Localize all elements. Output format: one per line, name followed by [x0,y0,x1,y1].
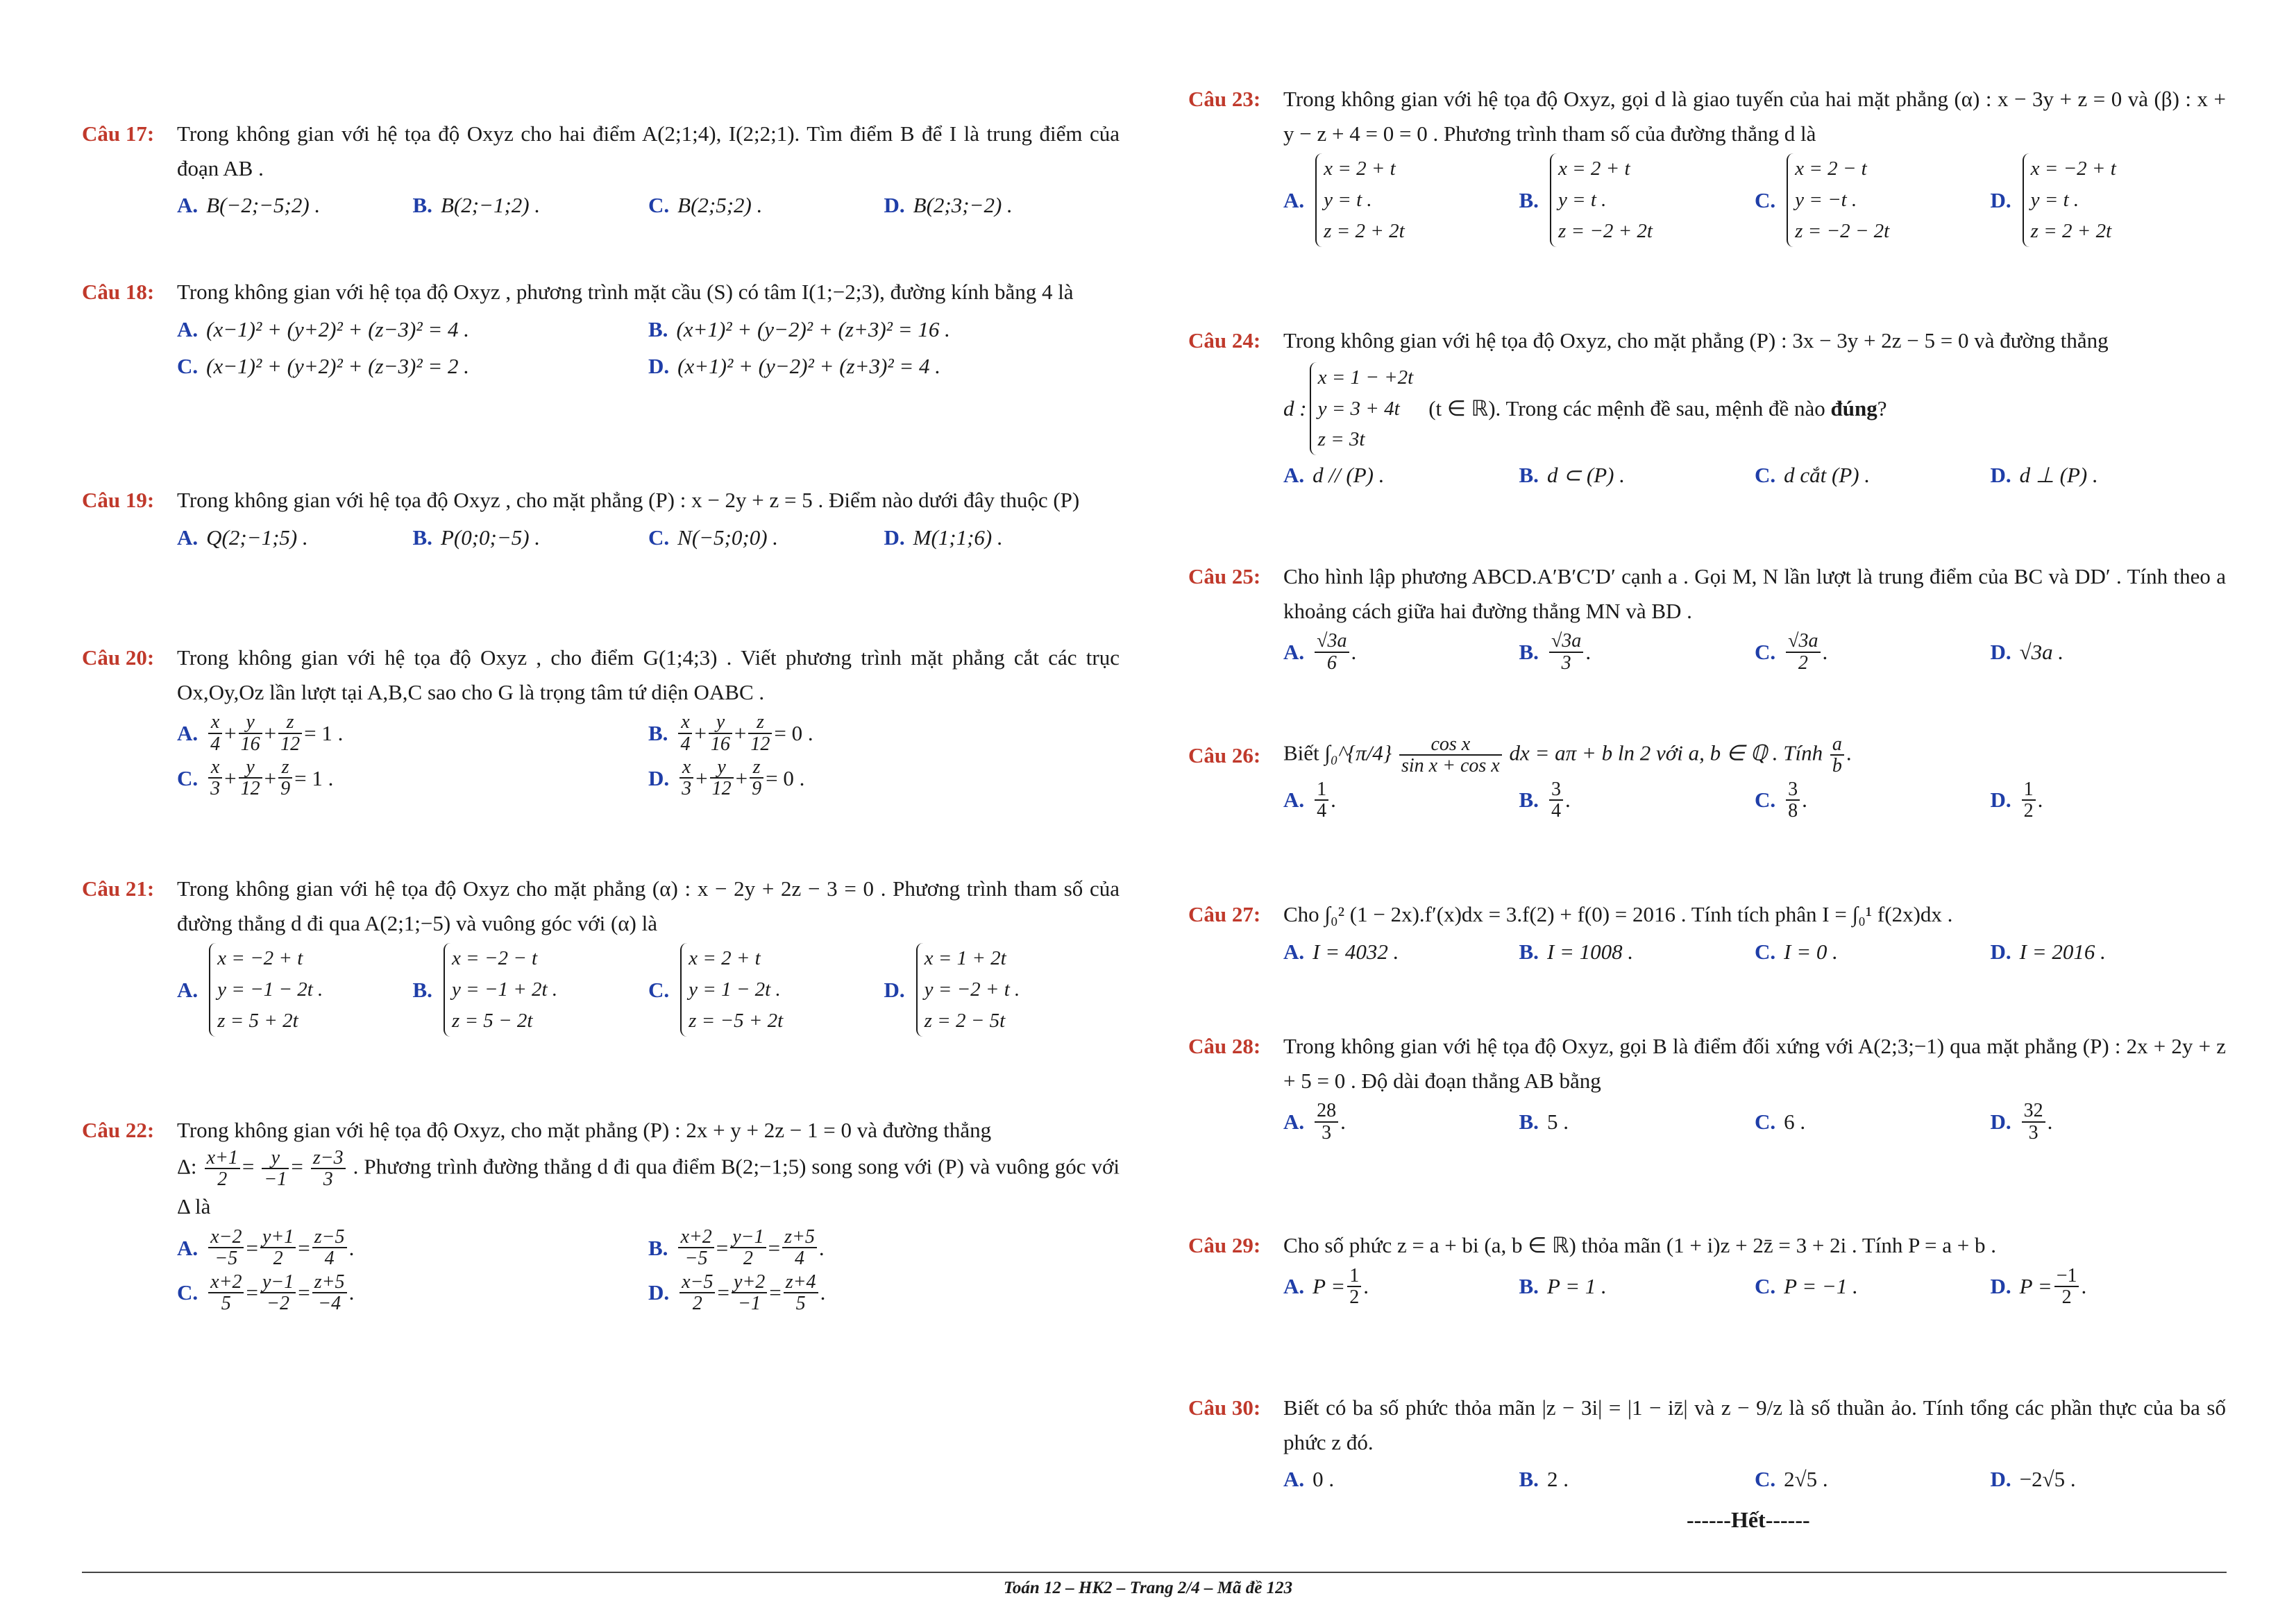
option-b[interactable]: B. $\frac{√3a}{3}$ . [1519,630,1592,674]
question-text: Trong không gian với hệ tọa độ Oxyz cho mặt phẳng (α) : x − 2y + 2z − 3 = 0 . Phương trình tham số của đường thẳng d đi qua A(2;1;−5) và vuông góc với (α) là [177,876,1120,935]
option-b[interactable]: B. x = −2 − t y = −1 + 2t . z = 5 − 2t [413,943,649,1037]
question-29 [1188,1228,2226,1307]
question-label: Câu 20: [82,645,155,670]
option-c[interactable]: C. $\frac{3}{8}$ . [1755,778,1807,822]
option-c[interactable]: C. x = 2 − t y = −t . z = −2 − 2t [1755,153,1991,247]
option-a[interactable]: A. B(−2;−5;2) . [177,193,321,218]
question-27 [1188,897,2226,969]
question-25 [1188,559,2226,673]
question-label: Câu 29: [1188,1233,1261,1257]
question-text: Trong không gian với hệ tọa độ Oxyz, gọi B là điểm đối xứng với A(2;3;−1) qua mặt phẳng (P) : 2x + 2y + z + 5 = 0 . Độ dài đoạn thẳng AB bằng [1283,1034,2226,1093]
question-text: Cho ∫₀² (1 − 2x).f′(x)dx = 3.f(2) + f(0) = 2016 . Tính tích phân I = ∫₀¹ f(2x)dx . [1283,902,1953,926]
option-d[interactable]: D. (x+1)² + (y−2)² + (z+3)² = 4 . [648,354,941,379]
option-a[interactable]: A. d // (P) . [1283,463,1385,488]
question-label: Câu 18: [82,280,155,304]
option-a[interactable]: A. x = 2 + t y = t . z = 2 + 2t [1283,153,1519,247]
question-text: Trong không gian với hệ tọa độ Oxyz , cho điểm G(1;4;3) . Viết phương trình mặt phẳng cắt các trục Ox,Oy,Oz lần lượt tại A,B,C sao cho G là trọng tâm tứ diện OABC . [177,645,1120,704]
option-d[interactable]: D. M(1;1;6) . [884,525,1003,550]
question-30 [1188,1391,2226,1497]
option-a[interactable]: A. P = $\frac{1}{2}$ . [1283,1264,1369,1308]
question-20 [82,640,1120,799]
option-b[interactable]: B. (x+1)² + (y−2)² + (z+3)² = 16 . [648,316,950,341]
question-label: Câu 27: [1188,902,1261,926]
option-d[interactable]: D. $\frac{32}{3}$ . [1990,1100,2053,1144]
option-c[interactable]: C. B(2;5;2) . [648,193,763,218]
question-17 [82,117,1120,223]
option-b[interactable]: B. x = 2 + t y = t . z = −2 + 2t [1519,153,1755,247]
question-text: Biết ∫₀^{π/4} $\frac{\text{cos x}}{\text{sin x + cos x}}$ dx = aπ + b ln 2 với a, b ∈ ℚ . Tính $\frac{a}{b}$ . [1283,733,1852,777]
option-a[interactable]: A. I = 4032 . [1283,939,1399,964]
option-a[interactable]: A. Q(2;−1;5) . [177,525,308,550]
question-text: Trong không gian với hệ tọa độ Oxyz, gọi d là giao tuyến của hai mặt phẳng (α) : x − 3y + z = 0 và (β) : x + y − z + 4 = 0 = 0 . Phương trình tham số của đường thẳng d là [1283,87,2226,146]
option-a[interactable]: A. $\frac{x-2}{-5}$ = $\frac{y+1}{2}$ = $\frac{z-5}{4}$ . [177,1225,355,1270]
option-b[interactable]: B. 5 . [1519,1109,1569,1134]
question-24: Câu 24: Trong không gian với hệ tọa độ Oxyz, cho mặt phẳng (P) : 3x − 3y + 2z − 5 = 0 và đường thẳng d : x = 1 − +2t y = 3 + 4t z = 3t (t ∈ ℝ) . Trong các mệnh đề sau, mệnh đề nào đúng ? A. d // (P) . B. d ⊂ (P) . C. d cắt (P) . D. d ⊥ (P) . [1188,323,2226,493]
question-label: Câu 23: [1188,87,1261,111]
question-22 [82,1113,1120,1314]
question-28 [1188,1029,2226,1143]
option-d[interactable]: D. $\frac{x}{3}$ + $\frac{y}{12}$ + $\frac{z}{9}$ = 0 . [648,756,805,800]
option-c[interactable]: C. 2√5 . [1755,1467,1828,1492]
option-b[interactable]: B. d ⊂ (P) . [1519,463,1625,488]
option-c[interactable]: C. x = 2 + t y = 1 − 2t . z = −5 + 2t [648,943,884,1037]
question-label: Câu 25: [1188,564,1261,588]
option-c[interactable]: C. I = 0 . [1755,939,1838,964]
option-d[interactable]: D. P = $\frac{-1}{2}$ . [1990,1264,2087,1308]
question-text: Cho hình lập phương ABCD.A′B′C′D′ cạnh a . Gọi M, N lần lượt là trung điểm của BC và DD′ . Tính theo a khoảng cách giữa hai đường thẳng MN và BD . [1283,564,2226,623]
option-a[interactable]: A. $\frac{28}{3}$ . [1283,1100,1346,1144]
question-text: Cho số phức z = a + bi (a, b ∈ ℝ) thỏa mãn (1 + i)z + 2z̄ = 3 + 2i . Tính P = a + b . [1283,1233,1996,1257]
page-footer: Toán 12 – HK2 – Trang 2/4 – Mã đề 123 [1003,1579,1293,1597]
option-c[interactable]: C. $\frac{x+2}{5}$ = $\frac{y-1}{-2}$ = $\frac{z+5}{-4}$ . [177,1271,355,1315]
option-b[interactable]: B. $\frac{x+2}{-5}$ = $\frac{y-1}{2}$ = $\frac{z+5}{4}$ . [648,1225,825,1270]
question-label: Câu 26: [1188,742,1261,767]
option-d[interactable]: D. B(2;3;−2) . [884,193,1013,218]
question-label: Câu 24: [1188,328,1261,352]
option-b[interactable]: B. $\frac{x}{4}$ + $\frac{y}{16}$ + $\frac{z}{12}$ = 0 . [648,711,813,755]
footer-divider [82,1572,2227,1573]
option-b[interactable]: B. $\frac{3}{4}$ . [1519,778,1571,822]
option-b[interactable]: B. P(0;0;−5) . [412,525,541,550]
option-c[interactable]: C. (x−1)² + (y+2)² + (z−3)² = 2 . [177,354,470,379]
option-c[interactable]: C. P = −1 . [1755,1274,1858,1299]
question-18 [82,275,1120,384]
end-mark: ------Hết------ [1687,1507,1810,1532]
option-b[interactable]: B. 2 . [1519,1467,1569,1492]
question-text: Trong không gian với hệ tọa độ Oxyz, cho mặt phẳng (P) : 3x − 3y + 2z − 5 = 0 và đường thẳng [1283,328,2109,352]
question-label: Câu 21: [82,876,155,901]
question-text: Trong không gian với hệ tọa độ Oxyz cho hai điểm A(2;1;4), I(2;2;1). Tìm điểm B để I là trung điểm của đoạn AB . [177,121,1120,180]
option-d[interactable]: D. x = −2 + t y = t . z = 2 + 2t [1991,153,2227,247]
question-label: Câu 28: [1188,1034,1261,1058]
option-a[interactable]: A. $\frac{√3a}{6}$ . [1283,630,1357,674]
option-b[interactable]: B. P = 1 . [1519,1274,1607,1299]
question-text: Biết có ba số phức thỏa mãn |z − 3i| = |1 − iz̄| và z − 9/z là số thuần ảo. Tính tổng các phần thực của ba số phức z đó. [1283,1395,2226,1454]
question-26 [1188,734,2226,822]
option-b[interactable]: B. B(2;−1;2) . [412,193,541,218]
option-a[interactable]: A. $\frac{1}{4}$ . [1283,778,1336,822]
option-a[interactable]: A. 0 . [1283,1467,1335,1492]
option-a[interactable]: A. x = −2 + t y = −1 − 2t . z = 5 + 2t [177,943,413,1037]
question-21 [82,872,1120,1037]
option-d[interactable]: D. d ⊥ (P) . [1990,463,2098,488]
option-a[interactable]: A. (x−1)² + (y+2)² + (z−3)² = 4 . [177,316,470,341]
option-c[interactable]: C. d cắt (P) . [1755,463,1871,488]
question-23 [1188,82,2226,247]
option-c[interactable]: C. N(−5;0;0) . [648,525,779,550]
question-label: Câu 22: [82,1118,155,1142]
question-text: Trong không gian với hệ tọa độ Oxyz , phương trình mặt cầu (S) có tâm I(1;−2;3), đường kính bằng 4 là [177,280,1074,304]
option-a[interactable]: A. $\frac{x}{4}$ + $\frac{y}{16}$ + $\frac{z}{12}$ = 1 . [177,711,344,755]
question-label: Câu 17: [82,121,155,146]
question-text: Trong không gian với hệ tọa độ Oxyz , cho mặt phẳng (P) : x − 2y + z = 5 . Điểm nào dưới đây thuộc (P) [177,488,1080,512]
option-d[interactable]: D. x = 1 + 2t y = −2 + t . z = 2 − 5t [884,943,1120,1037]
question-label: Câu 19: [82,488,155,512]
question-label: Câu 30: [1188,1395,1261,1420]
option-b[interactable]: B. I = 1008 . [1519,939,1634,964]
question-text: Trong không gian với hệ tọa độ Oxyz, cho mặt phẳng (P) : 2x + y + 2z − 1 = 0 và đường thẳng Δ: $\frac{x+1}{2}$ = $\frac{y}{-1}$ = $\frac{z-3}{3}$ . Phương trình đường thẳng d đi qua điểm B(2;−1;5) song song với (P) và vuông góc với Δ là [177,1118,1120,1219]
option-d[interactable]: D. $\frac{x-5}{2}$ = $\frac{y+2}{-1}$ = $\frac{z+4}{5}$ . [648,1271,826,1315]
option-c[interactable]: C. $\frac{x}{3}$ + $\frac{y}{12}$ + $\frac{z}{9}$ = 1 . [177,756,334,800]
option-d[interactable]: D. I = 2016 . [1990,939,2106,964]
option-d[interactable]: D. $\frac{1}{2}$ . [1990,778,2043,822]
option-c[interactable]: C. 6 . [1755,1109,1806,1134]
option-d[interactable]: D. −2√5 . [1990,1467,2076,1492]
option-d[interactable]: D. √3a . [1990,639,2064,664]
option-c[interactable]: C. $\frac{√3a}{2}$ . [1755,630,1828,674]
question-19 [82,483,1120,554]
